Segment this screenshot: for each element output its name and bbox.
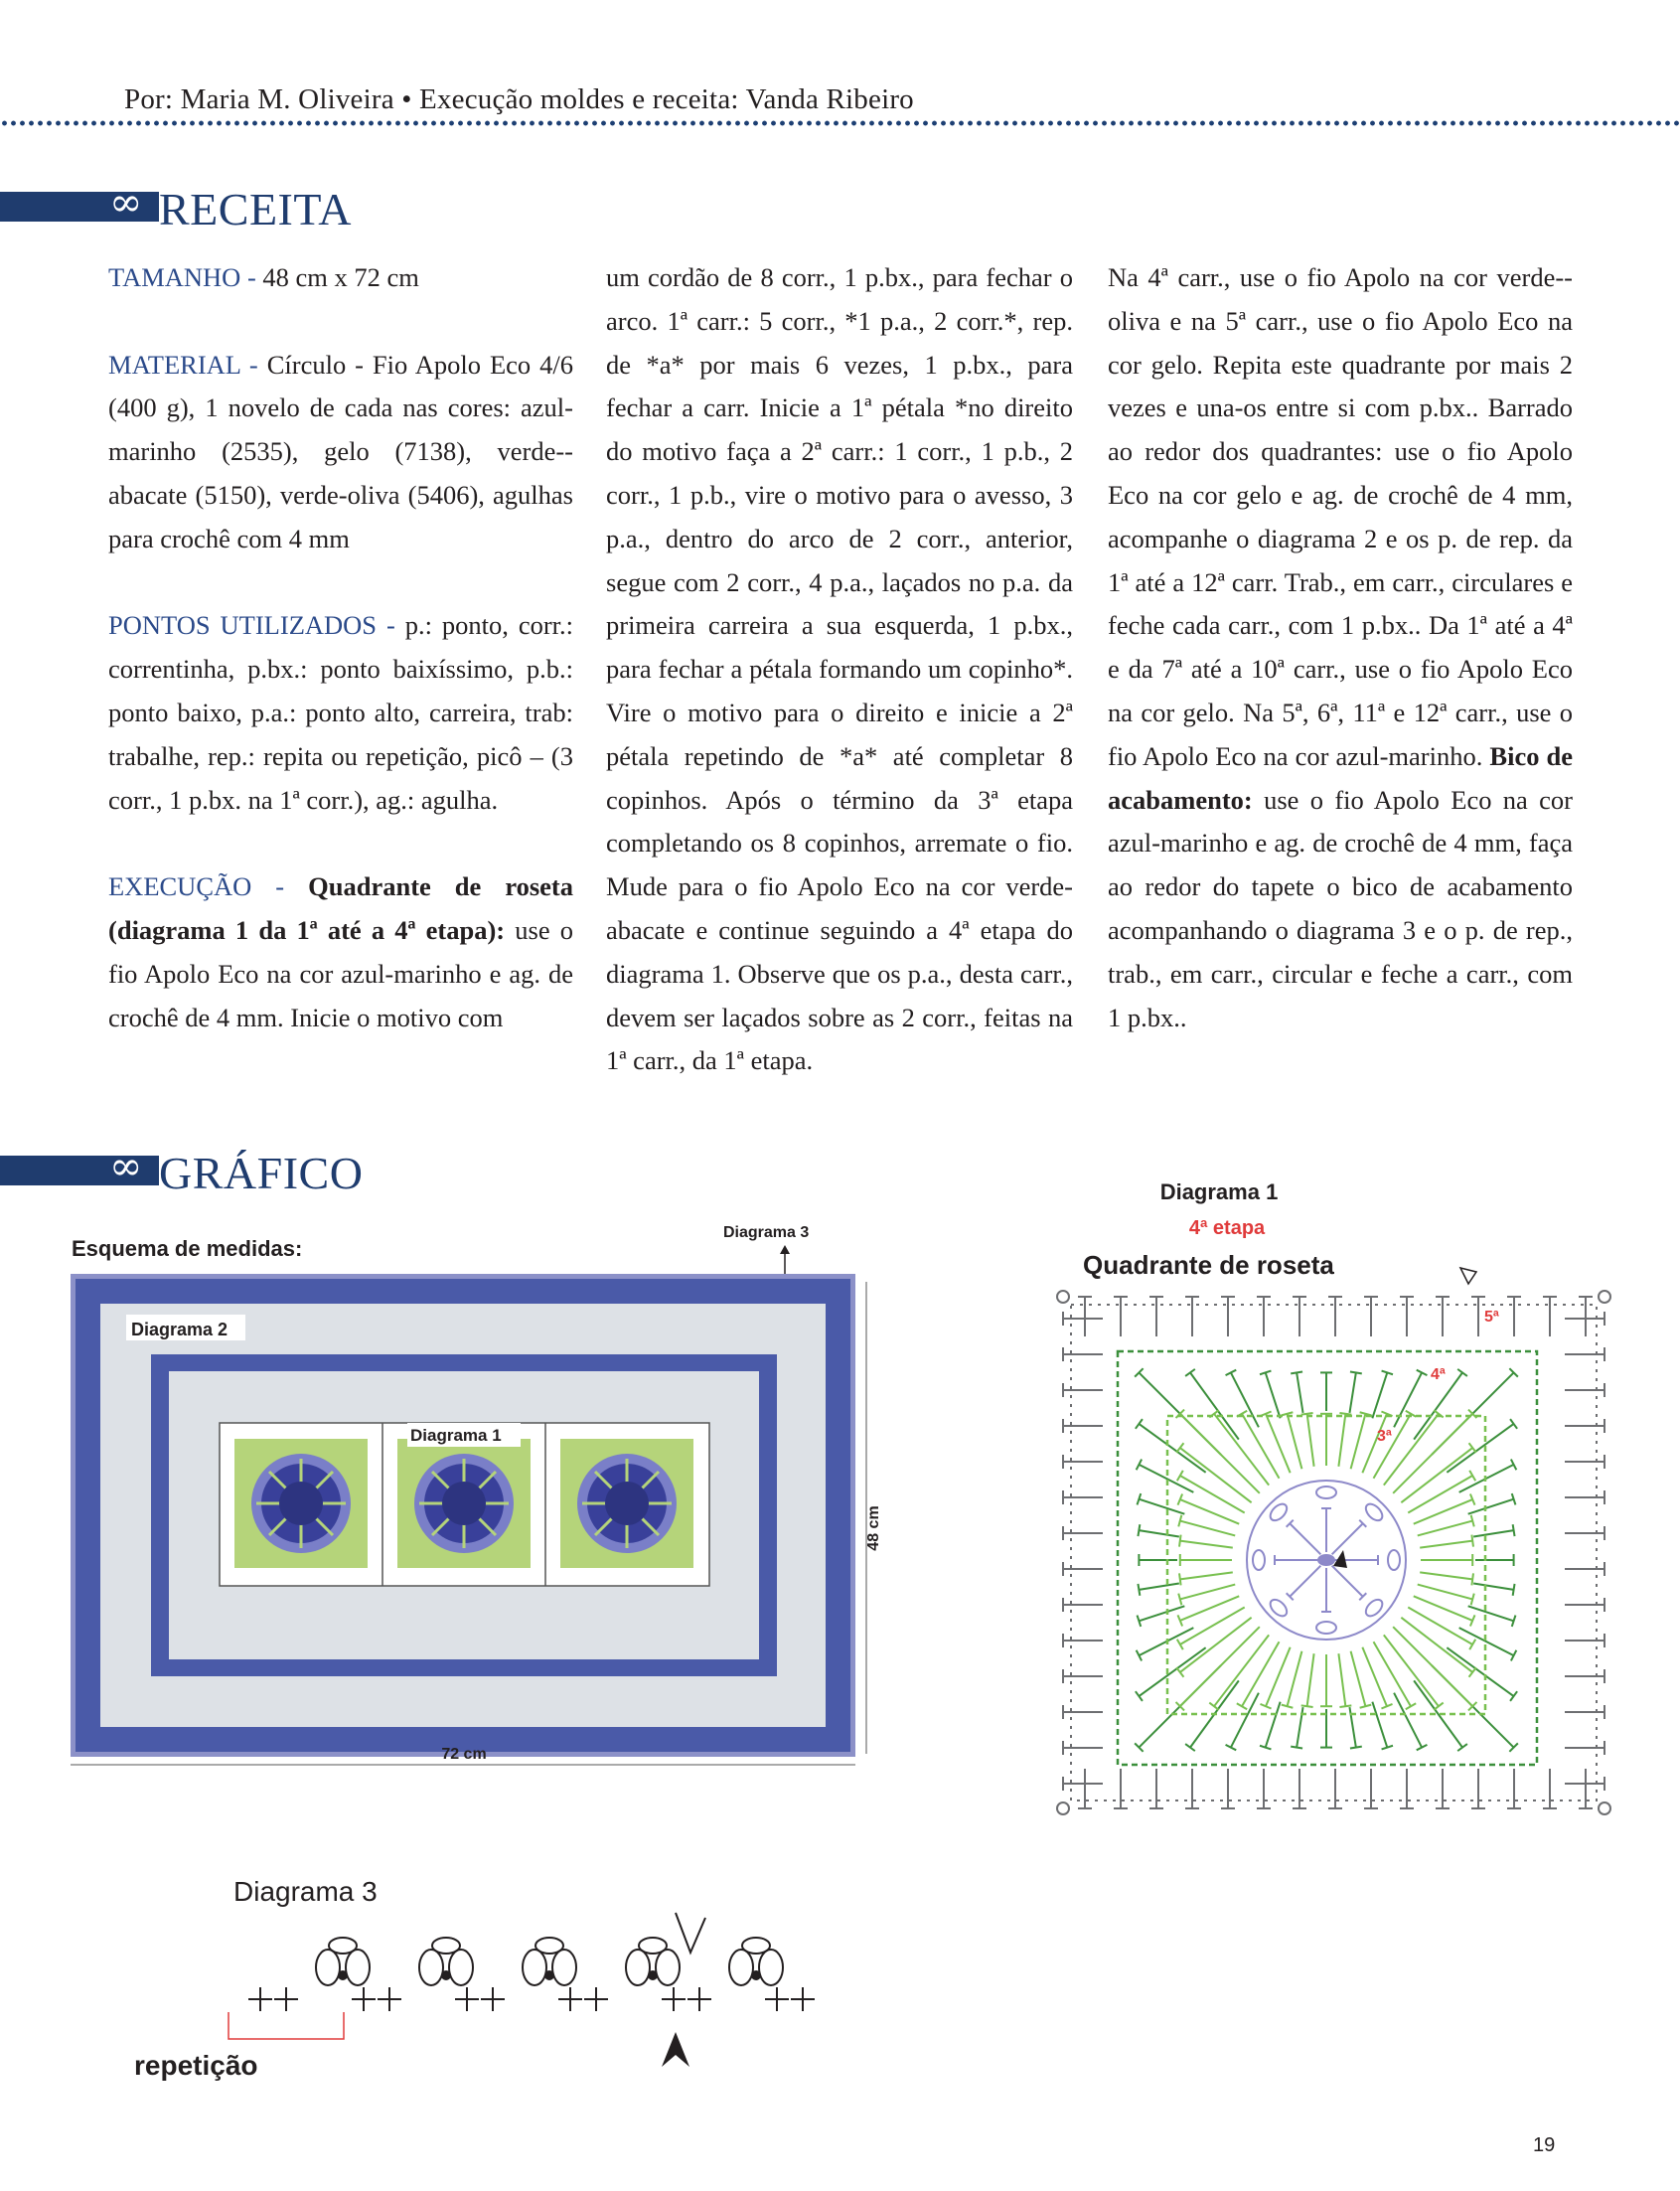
schema-title: Esquema de medidas: bbox=[72, 1236, 303, 1261]
repeat-label: repetição bbox=[134, 2050, 258, 2081]
diagram1-title: Diagrama 1 bbox=[1159, 1179, 1279, 1204]
diagrama1-label: Diagrama 1 bbox=[410, 1426, 502, 1445]
material-text: Círculo - Fio Apolo Eco 4/6 (400 g), 1 novelo de cada nas cores: azul-marinho (2535), gelo (7138), verde--abacate (5150), verde-oliva (5406), agulhas para crochê com 4 mm bbox=[108, 349, 573, 553]
diagrama3-arrow-label: Diagrama 3 bbox=[723, 1224, 810, 1241]
ornament-icon: ∞ bbox=[109, 1144, 143, 1189]
text-column-2 bbox=[606, 256, 1073, 1127]
mark-row5: 5ª bbox=[1484, 1309, 1499, 1326]
height-label: 48 cm bbox=[865, 1505, 882, 1551]
material-label: MATERIAL - bbox=[108, 349, 258, 380]
dotted-divider bbox=[0, 119, 1680, 127]
width-label: 72 cm bbox=[441, 1746, 487, 1763]
pontos-text: p.: ponto, corr.: correntinha, p.bx.: ponto baixíssimo, p.b.: ponto baixo, p.a.: ponto alto, carreira, trab: trabalhe, rep.: repita ou repetição, picô – (3 corr., 1 p.bx. na 1ª corr.), ag.: agulha. bbox=[108, 610, 574, 815]
mark-row4: 4ª bbox=[1431, 1366, 1446, 1383]
col3-text1: Na 4ª carr., use o fio Apolo na cor verde--oliva e na 5ª carr., use o fio Apolo Eco na cor gelo. Repita este quadrante por mais 2 vezes e una-os entre si com p.bx.. Barrado ao redor dos quadrantes: use o fio Apolo Eco na cor gelo e ag. de crochê de 4 mm, acompanhe o diagrama 2 e os p. de rep. da 1ª até a 12ª carr. Trab., em carr., circulares e feche cada carr., com 1 p.bx.. Da 1ª até a 4ª e da 7ª até a 10ª carr., use o fio Apolo Eco na cor gelo. Na 5ª, 6ª, 11ª e 12ª carr., use o fio Apolo Eco na cor azul-marinho. bbox=[1108, 262, 1573, 771]
end-mark-icon bbox=[1460, 1268, 1476, 1284]
section-title-receita: RECEITA bbox=[159, 184, 353, 235]
page-number: 19 bbox=[1533, 2134, 1556, 2156]
quadrant-1 bbox=[234, 1439, 368, 1568]
diagram1-chart bbox=[1033, 1173, 1659, 1868]
col2-text: um cordão de 8 corr., 1 p.bx., para fechar o arco. 1ª carr.: 5 corr., *1 p.a., 2 corr.*, rep. de *a* por mais 6 vezes, 1 p.bx., para fechar a carr. Inicie a 1ª pétala *no direito do motivo faça a 2ª carr.: 1 corr., 1 p.b., 2 corr., 1 p.b., vire o motivo para o avesso, 3 p.a., dentro do arco de 2 corr., anterior, segue com 2 corr., 4 p.a., laçados no p.a. da primeira carreira a sua esquerda, 1 p.bx., para fechar a pétala formando um copinho*. Vire o motivo para o direito e inicie a 2ª pétala repetindo de *a* até completar 8 copinhos. Após o término da 3ª etapa completando os 8 copinhos, arremate o fio. Mude para o fio Apolo Eco na cor verde-abacate e continue seguindo a 4ª etapa do diagrama 1. Observe que os p.a., desta carr., devem ser laçados sobre as 2 corr., feitas na 1ª carr., da 1ª etapa. bbox=[606, 262, 1073, 1076]
quadrant-3 bbox=[560, 1439, 693, 1568]
mark-row3: 3ª bbox=[1377, 1428, 1392, 1445]
execucao-text: use o fio Apolo Eco na cor azul-marinho e ag. de crochê de 4 mm. Inicie o motivo com bbox=[108, 914, 574, 1032]
section-title-grafico: GRÁFICO bbox=[159, 1148, 364, 1198]
ornament-icon: ∞ bbox=[109, 180, 143, 226]
diagram3-chart bbox=[119, 1858, 854, 2087]
diagram3-title: Diagrama 3 bbox=[233, 1876, 378, 1907]
repeat-bracket bbox=[229, 2012, 344, 2039]
diagram3-stitches bbox=[248, 1913, 815, 2011]
execucao-bold: Quadrante de roseta (diagrama 1 da 1ª até a 4ª etapa): bbox=[108, 871, 573, 945]
diagrama2-label: Diagrama 2 bbox=[131, 1320, 229, 1339]
byline: Por: Maria M. Oliveira • Execução moldes e receita: Vanda Ribeiro bbox=[124, 83, 914, 115]
quadrant-2 bbox=[397, 1439, 531, 1568]
col3-bold: Bico de acabamento: bbox=[1108, 740, 1574, 815]
col3-text2: use o fio Apolo Eco na cor azul-marinho e ag. de crochê de 4 mm, faça ao redor do tapete o bico de acabamento acompanhando o diagrama 3 e o p. de rep., trab., em carr., circular e feche a carr., com 1 p.bx.. bbox=[1108, 784, 1573, 1032]
diagram1-etapa: 4ª etapa bbox=[1188, 1217, 1266, 1239]
pontos-label: PONTOS UTILIZADOS - bbox=[108, 610, 395, 641]
diagram1-subtitle: Quadrante de roseta bbox=[1083, 1250, 1334, 1280]
measurement-scheme bbox=[0, 1212, 934, 1769]
text-column-1 bbox=[108, 256, 573, 1083]
text-column-3 bbox=[1108, 256, 1573, 1083]
tamanho-text: 48 cm x 72 cm bbox=[262, 262, 419, 292]
tamanho-label: TAMANHO - bbox=[108, 262, 256, 292]
execucao-label: EXECUÇÃO - bbox=[108, 871, 285, 902]
start-arrow-icon bbox=[662, 2032, 689, 2067]
rosette-center bbox=[1247, 1481, 1406, 1640]
